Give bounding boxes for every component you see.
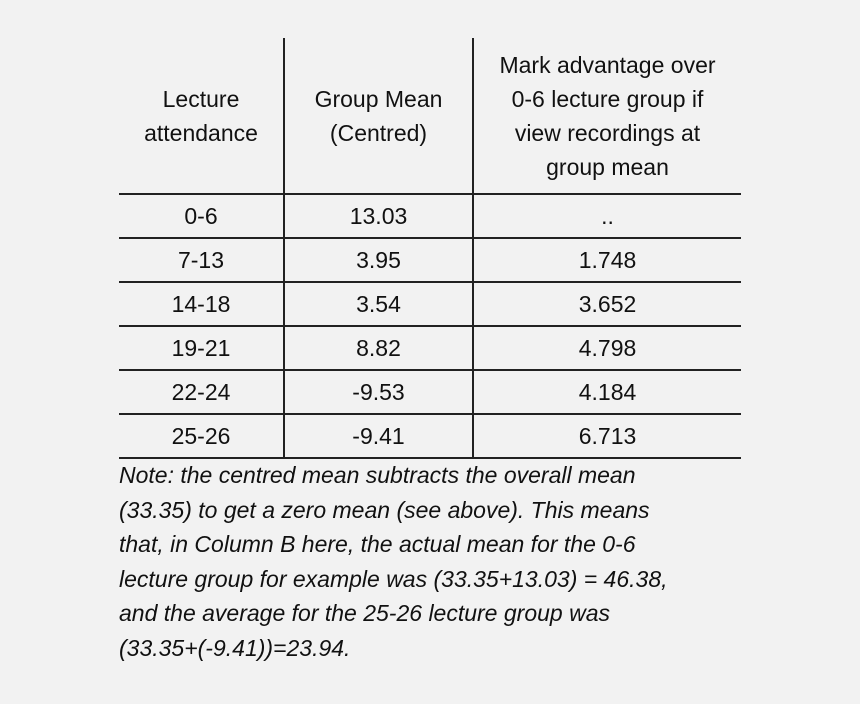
cell-group-mean: 3.54 <box>284 282 473 326</box>
header-line: Group Mean <box>314 85 443 112</box>
cell-attendance: 0-6 <box>119 194 284 238</box>
header-group-mean <box>284 38 473 194</box>
header-line: group mean <box>546 153 669 180</box>
note-line: (33.35) to get a zero mean (see above). This means <box>119 496 650 523</box>
header-line: attendance <box>144 119 258 146</box>
cell-attendance: 22-24 <box>119 370 284 414</box>
note-line: (33.35+(-9.41))=23.94. <box>119 634 351 661</box>
cell-group-mean: -9.53 <box>284 370 473 414</box>
cell-advantage: 1.748 <box>473 238 741 282</box>
table-header-row <box>119 38 741 194</box>
cell-advantage: .. <box>473 194 741 238</box>
header-line: 0-6 lecture group if <box>511 85 704 112</box>
header-line: (Centred) <box>329 119 428 146</box>
table-row <box>119 282 741 326</box>
note-line: that, in Column B here, the actual mean for the 0-6 <box>119 531 636 557</box>
cell-group-mean: 8.82 <box>284 326 473 370</box>
cell-attendance: 25-26 <box>119 414 284 458</box>
note-line: Note: the centred mean subtracts the overall mean <box>119 462 636 488</box>
cell-group-mean: -9.41 <box>284 414 473 458</box>
header-mark-advantage <box>473 38 741 194</box>
cell-attendance: 7-13 <box>119 238 284 282</box>
cell-advantage: 4.798 <box>473 326 741 370</box>
cell-advantage: 6.713 <box>473 414 741 458</box>
note-line: and the average for the 25-26 lecture group was <box>119 600 610 626</box>
data-table-container <box>119 38 741 459</box>
cell-group-mean: 3.95 <box>284 238 473 282</box>
table-row <box>119 194 741 238</box>
cell-attendance: 14-18 <box>119 282 284 326</box>
note-line: lecture group for example was (33.35+13.03) = 46.38, <box>119 565 668 592</box>
lecture-attendance-table <box>119 38 741 459</box>
table-row <box>119 238 741 282</box>
cell-advantage: 3.652 <box>473 282 741 326</box>
header-lecture-attendance <box>119 38 284 194</box>
table-row <box>119 414 741 458</box>
cell-attendance: 19-21 <box>119 326 284 370</box>
table-note <box>119 458 759 665</box>
table-row <box>119 370 741 414</box>
header-line: Lecture <box>162 85 240 112</box>
cell-advantage: 4.184 <box>473 370 741 414</box>
header-line: Mark advantage over <box>499 51 716 78</box>
cell-group-mean: 13.03 <box>284 194 473 238</box>
table-row <box>119 326 741 370</box>
header-line: view recordings at <box>514 119 701 146</box>
